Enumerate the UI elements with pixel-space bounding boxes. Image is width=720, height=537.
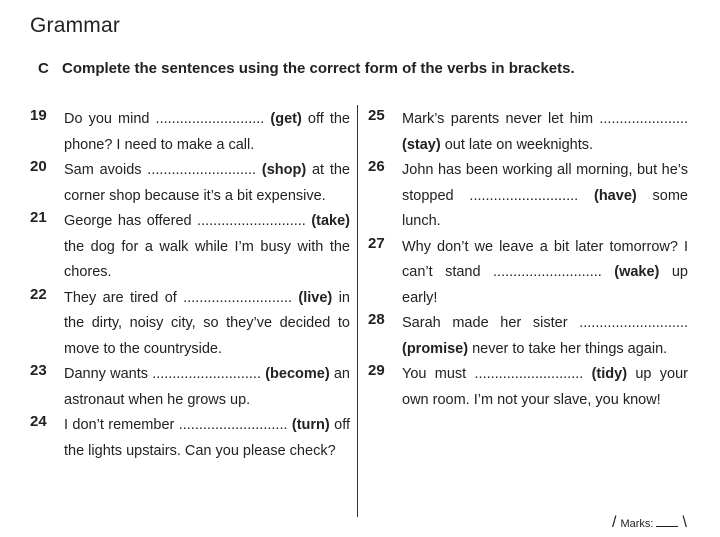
- sentence-start: You must ...........................: [402, 366, 592, 382]
- exercise-item-19: [30, 107, 350, 158]
- right-column: [368, 107, 688, 413]
- item-number: 23: [30, 362, 47, 379]
- sentence-end: some lunch.: [402, 187, 688, 229]
- item-number: 22: [30, 285, 47, 303]
- verb-in-brackets: (become): [265, 366, 330, 382]
- item-sentence: [402, 311, 688, 362]
- item-sentence: [64, 209, 350, 286]
- sentence-end: up your own room. I’m not your slave, you know!: [402, 366, 688, 408]
- item-sentence: [402, 235, 688, 312]
- marks-blank: [656, 526, 678, 527]
- item-number: 20: [30, 158, 47, 175]
- section-title: Grammar: [30, 14, 121, 37]
- marks-label: Marks:: [620, 518, 654, 530]
- sentence-end: out late on weeknights.: [440, 136, 594, 153]
- item-sentence: [64, 158, 350, 209]
- exercise-item-29: [368, 362, 688, 413]
- exercise-item-28: [368, 311, 688, 362]
- sentence-end: in the dirty, noisy city, so they’ve decided to move to the countryside.: [64, 289, 350, 357]
- sentence-start: Danny wants ...........................: [64, 366, 266, 382]
- item-number: 25: [368, 107, 385, 124]
- verb-in-brackets: (promise): [402, 340, 469, 357]
- item-number: 21: [30, 209, 47, 226]
- sentence-end: the dog for a walk while I’m busy with the chores.: [64, 238, 350, 280]
- item-number: 24: [30, 413, 47, 430]
- sentence-start: They are tired of ...........................: [64, 289, 299, 306]
- verb-in-brackets: (live): [298, 289, 333, 306]
- sentence-end: off the lights upstairs. Can you please check?: [64, 417, 350, 459]
- marks-box: [612, 514, 687, 532]
- item-sentence: [402, 362, 688, 413]
- exercise-instruction: [38, 60, 575, 77]
- exercise-letter: C: [38, 60, 49, 77]
- item-number: 26: [368, 158, 385, 175]
- left-column: [30, 107, 350, 464]
- item-number: 27: [368, 234, 385, 252]
- exercise-item-20: [30, 158, 350, 209]
- sentence-start: I don’t remember ...........................: [64, 417, 292, 433]
- instruction-text: Complete the sentences using the correct form of the verbs in brackets.: [62, 60, 575, 77]
- exercise-item-24: [30, 413, 350, 464]
- sentence-end: off the phone? I need to make a call.: [64, 111, 350, 153]
- column-divider: [357, 105, 358, 517]
- sentence-start: Sarah made her sister ...........................: [402, 315, 688, 331]
- verb-in-brackets: (turn): [291, 417, 330, 433]
- sentence-start: Why don’t we leave a bit later tomorrow? I can’t stand ...........................: [402, 238, 688, 280]
- exercise-item-23: [30, 362, 350, 413]
- item-sentence: [64, 286, 350, 363]
- verb-in-brackets: (tidy): [591, 366, 628, 382]
- verb-in-brackets: (take): [311, 213, 350, 229]
- marks-slash-right: \: [682, 514, 687, 531]
- item-sentence: [402, 158, 688, 235]
- verb-in-brackets: (get): [270, 111, 302, 127]
- sentence-end: an astronaut when he grows up.: [64, 366, 350, 408]
- verb-in-brackets: (have): [594, 187, 637, 204]
- sentence-end: never to take her things again.: [468, 340, 668, 357]
- sentence-start: George has offered ...........................: [64, 213, 312, 229]
- item-number: 28: [368, 311, 385, 328]
- sentence-start: John has been working all morning, but he’s stopped ...........................: [402, 162, 688, 204]
- exercise-item-22: [30, 286, 350, 363]
- sentence-end: at the corner shop because it’s a bit expensive.: [64, 162, 350, 204]
- exercise-item-26: [368, 158, 688, 235]
- marks-slash-left: /: [612, 514, 617, 531]
- exercise-item-27: [368, 235, 688, 312]
- sentence-start: Sam avoids ...........................: [64, 162, 262, 178]
- verb-in-brackets: (stay): [402, 136, 441, 153]
- item-sentence: [64, 413, 350, 464]
- item-sentence: [64, 107, 350, 158]
- sentence-start: Do you mind ...........................: [64, 111, 271, 127]
- item-sentence: [402, 107, 688, 158]
- item-sentence: [64, 362, 350, 413]
- exercise-item-25: [368, 107, 688, 158]
- verb-in-brackets: (shop): [261, 162, 307, 178]
- item-number: 29: [368, 362, 385, 379]
- sentence-start: Mark’s parents never let him ......................: [402, 111, 688, 127]
- item-number: 19: [30, 107, 47, 124]
- verb-in-brackets: (wake): [614, 264, 660, 280]
- exercise-item-21: [30, 209, 350, 286]
- sentence-end: up early!: [402, 264, 688, 306]
